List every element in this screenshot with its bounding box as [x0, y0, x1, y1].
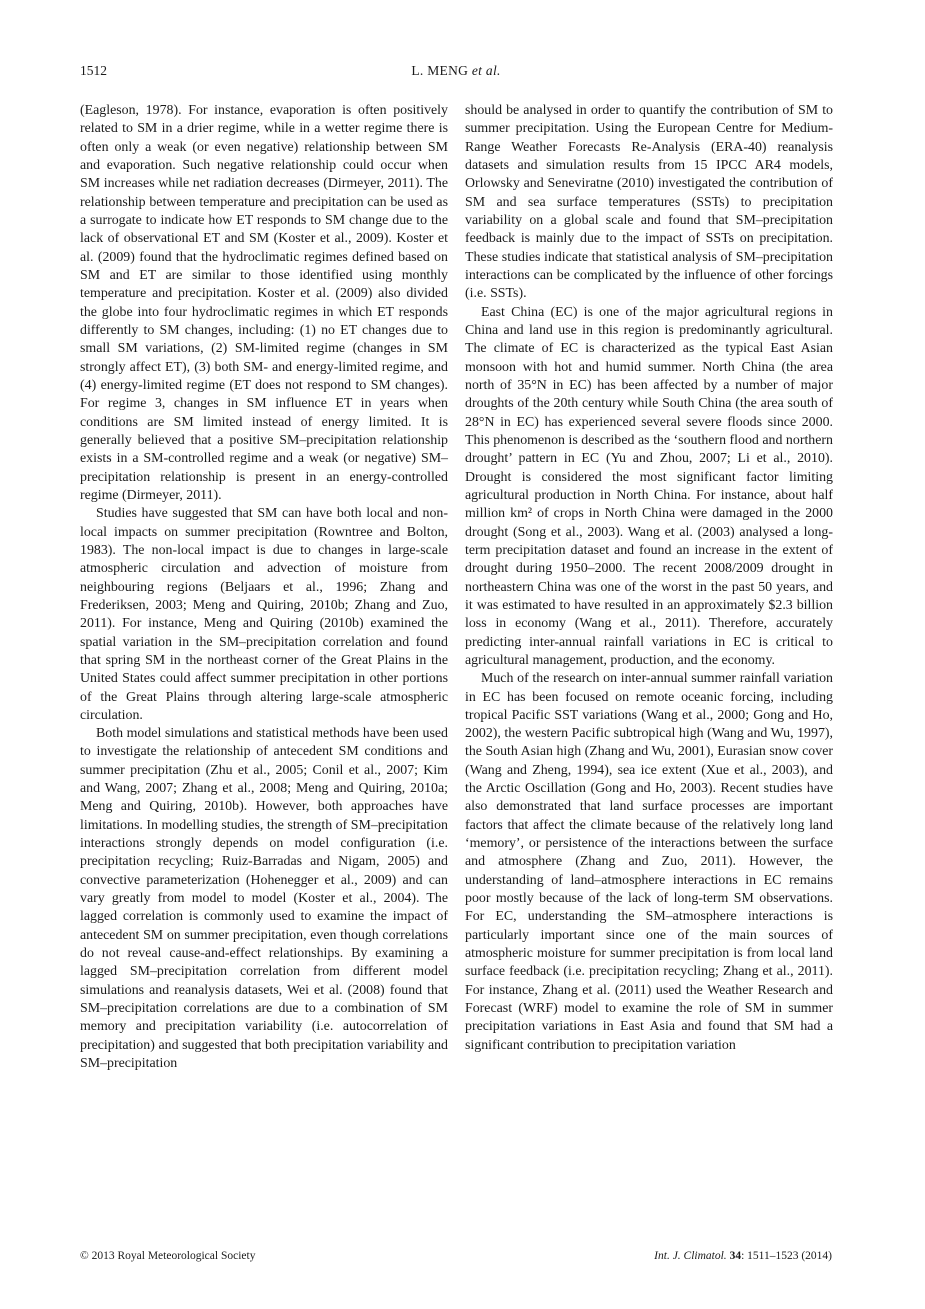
left-paragraph-1: (Eagleson, 1978). For instance, evaporation is often positively related to SM in a drier regime, while in a wetter regime there is often only a weak (or even negative) relationship between SM and evaporation. Such negative relationship could occur when SM increases while net radiation decreases (Dirmeyer, 2011). The relationship between temperature and precipitation can be used as a surrogate to indicate how ET responds to SM change due to the lack of observational ET and SM (Koster et al., 2009). Koster et al. (2009) found that the hydroclimatic regimes defined based on SM and ET are similar to those identified using monthly temperature and precipitation. Koster et al. (2009) also divided the globe into four hydroclimatic regimes in which ET responds differently to SM changes, including: (1) no ET changes due to small SM variations, (2) SM-limited regime (changes in SM strongly affect ET), (3) both SM- and energy-limited regime, and (4) energy-limited regime (ET does not respond to SM changes). For regime 3, changes in SM influence ET in years when conditions are SM limited instead of energy limited. It is generally believed that a positive SM–precipitation relationship exists in a SM-controlled regime and a weak (or negative) SM–precipitation relationship is present in an energy-controlled regime (Dirmeyer, 2011).: [80, 103, 448, 503]
right-paragraph-3: Much of the research on inter-annual summer rainfall variation in EC has been focused on remote oceanic forcing, including tropical Pacific SST variations (Wang et al., 2000; Gong and Ho, 2002), the western Pacific subtropical high (Wang and Wu, 1997), the South Asian high (Zhang and Wu, 2001), Eurasian snow cover (Wang and Zheng, 1994), sea ice extent (Xue et al., 2003), and the Arctic Oscillation (Gong and Ho, 2003). Recent studies have also demonstrated that land surface processes are important factors that affect the climate because of the relatively long land ‘memory’, or persistence of the interactions between the surface and atmosphere (Zhang and Zuo, 2011). However, the understanding of land–atmosphere interactions in EC remains poor mostly because of the lack of long-term SM observations. For EC, understanding the SM–atmosphere interactions is particularly important since one of the main sources of atmospheric moisture for summer precipitation is from local land surface feedback (i.e. precipitation recycling; Zhang et al., 2011). For instance, Zhang et al. (2011) used the Weather Research and Forecast (WRF) model to examine the role of SM in summer precipitation variations in East Asia and found that SM had a significant contribution to precipitation variation: [465, 671, 833, 1053]
running-head: [80, 63, 832, 79]
right-paragraph-2: East China (EC) is one of the major agricultural regions in China and land use in this region is predominantly agricultural. The climate of EC is characterized as the typical East Asian monsoon with hot and humid summer. North China (the area north of 35°N in EC) has been affected by a number of major droughts of the 20th century while South China (the area south of 28°N in EC) has experienced several severe floods since 2000. This phenomenon is described as the ‘southern flood and northern drought’ pattern in EC (Yu and Zhou, 2007; Li et al., 2010). Drought is considered the most significant factor limiting agricultural production in North China. For instance, about half million km² of crops in North China were damaged in the 2000 drought (Song et al., 2003). Wang et al. (2003) analysed a long-term precipitation dataset and found an increase in the extent of drought during 1950–2000. The recent 2008/2009 drought in northeastern China was one of the worst in the past 50 years, and it was estimated to have resulted in an approximately $2.3 billion loss in economy (Wang et al., 2011). Therefore, accurately predicting inter-annual rainfall variations in EC is critical to agricultural management, production, and the economy.: [465, 304, 833, 668]
page-footer: [80, 1250, 832, 1268]
journal-pages: : 1511–1523 (2014): [741, 1250, 832, 1262]
page-number: 1512: [80, 63, 107, 78]
copyright-notice: © 2013 Royal Meteorological Society: [80, 1250, 256, 1262]
right-paragraph-1: should be analysed in order to quantify the contribution of SM to summer precipitation. Using the European Centre for Medium-Range Weather Forecasts Re-Analysis (ERA-40) reanalysis datasets and simulation results from 15 IPCC AR4 models, Orlowsky and Seneviratne (2010) investigated the contribution of SM and sea surface temperatures (SSTs) to precipitation variability on a global scale and found that SM–precipitation feedback is mainly due to the impact of SSTs on precipitation. These studies indicate that statistical analysis of SM–precipitation interactions can be complicated by the influence of other forcings (i.e. SSTs).: [465, 103, 833, 302]
left-paragraph-3: Both model simulations and statistical methods have been used to investigate the relationship of antecedent SM conditions and summer precipitation (Zhu et al., 2005; Conil et al., 2007; Kim and Wang, 2007; Zhang et al., 2008; Meng and Quiring, 2010a; Meng and Quiring, 2010b). However, both approaches have limitations. In modelling studies, the strength of SM–precipitation interactions strongly depends on model configuration (i.e. precipitation recycling; Ruiz-Barradas and Nigam, 2005) and convective parameterization (Hohenegger et al., 2009) and can vary greatly from model to model (Koster et al., 2004). The lagged correlation is commonly used to examine the impact of antecedent SM on summer precipitation, even though correlations do not reveal cause-and-effect relationships. By examining a lagged SM–precipitation correlation from different model simulations and reanalysis datasets, Wei et al. (2008) found that SM–precipitation correlations are due to a combination of SM memory and precipitation variability (i.e. autocorrelation of precipitation) and suggested that both precipitation variability and SM–precipitation: [80, 726, 448, 1072]
running-head-etal: et al.: [471, 63, 501, 78]
journal-volume: 34: [729, 1250, 742, 1262]
journal-citation: [654, 1250, 832, 1262]
journal-name: Int. J. Climatol.: [654, 1250, 727, 1262]
right-column: [465, 102, 833, 1055]
left-column: [80, 102, 448, 1073]
left-paragraph-2: Studies have suggested that SM can have both local and non-local impacts on summer precipitation (Rowntree and Bolton, 1983). The non-local impact is due to changes in large-scale atmospheric circulation and advection of moisture from neighbouring regions (Beljaars et al., 1996; Zhang and Frederiksen, 2003; Meng and Quiring, 2010b; Zhang and Zuo, 2011). For instance, Meng and Quiring (2010b) examined the spatial variation in the SM–precipitation correlation and found that spring SM in the northeast corner of the Great Plains in the United States could affect summer precipitation in other portions of the Great Plains through altering large-scale atmospheric circulation.: [80, 506, 448, 723]
page-header: [80, 63, 832, 83]
running-head-author: L. MENG: [411, 63, 469, 78]
